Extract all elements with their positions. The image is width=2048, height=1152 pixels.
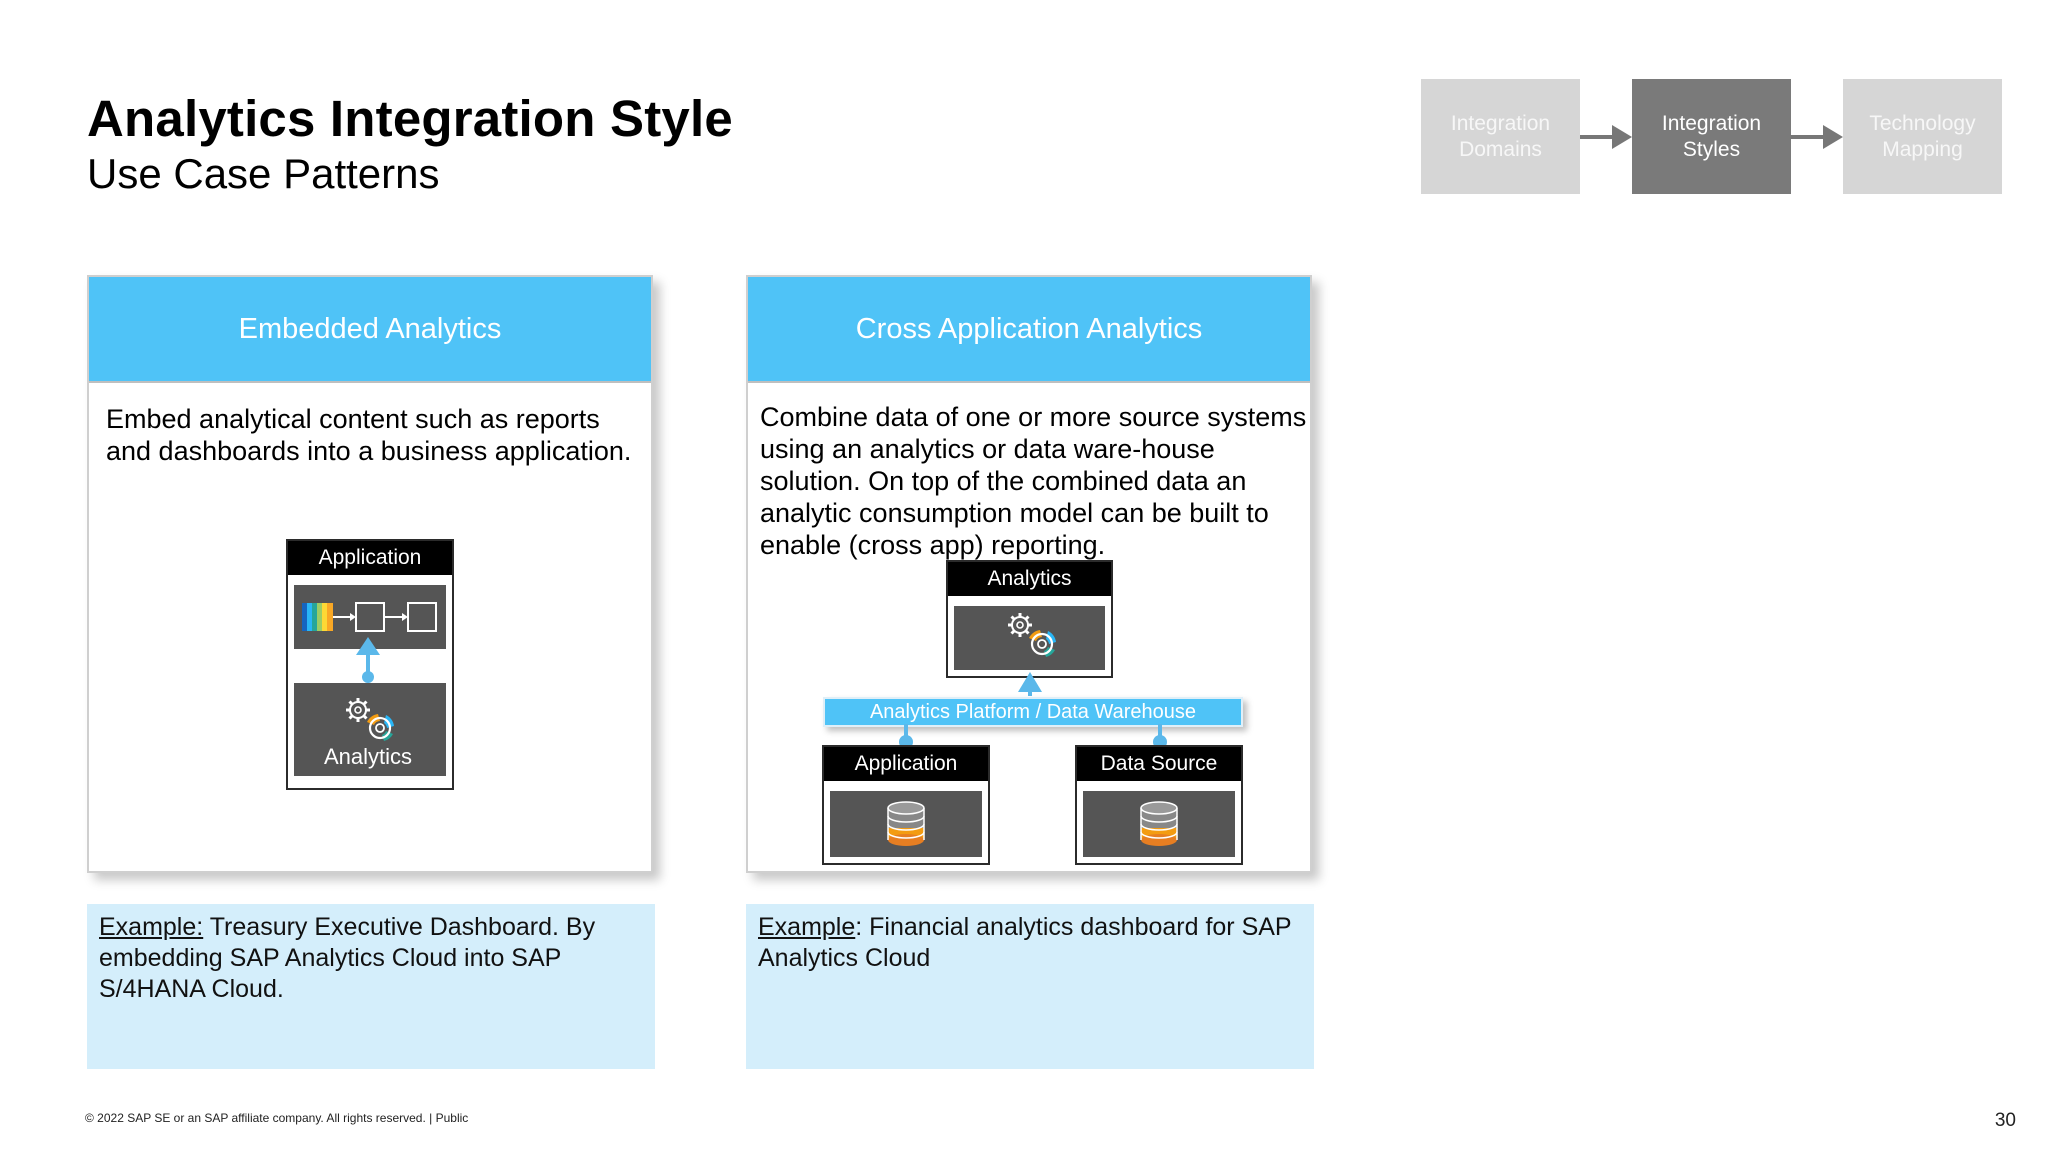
flow-arrow-icon	[1791, 131, 1843, 143]
page-subtitle: Use Case Patterns	[87, 150, 440, 197]
flow-step-integration-domains	[1421, 79, 1580, 194]
flow-step-label: Integration Domains	[1450, 111, 1551, 161]
application-panel	[830, 791, 982, 857]
example-label: Example	[758, 913, 856, 941]
gear-icon	[1004, 611, 1068, 667]
gear-icon	[342, 694, 406, 750]
page-title: Analytics Integration Style	[87, 90, 733, 147]
flow-arrow-icon	[1580, 131, 1632, 143]
flow-step-integration-styles	[1632, 79, 1791, 194]
flow-step-technology-mapping	[1843, 79, 2002, 194]
example-cross-application-analytics	[746, 904, 1314, 1069]
flow-step-label: Technology Mapping	[1869, 111, 1976, 161]
data-source-box	[1075, 745, 1243, 865]
example-text: Treasury Executive Dashboard. By embedding SAP Analytics Cloud into SAP S/4HANA Cloud.	[99, 913, 596, 1003]
example-label: Example:	[99, 913, 204, 941]
database-icon	[884, 800, 928, 848]
copyright-footer: © 2022 SAP SE or an SAP affiliate company. All rights reserved. | Public	[85, 1111, 469, 1125]
card-description: Combine data of one or more source systems using an analytics or data ware-house solution. On top of the combined data an analytic consumption model can be built to enable (cross app) reporting.	[760, 402, 1307, 560]
card-title: Embedded Analytics	[89, 277, 651, 383]
data-source-panel	[1083, 791, 1235, 857]
connector-arrow-icon	[1015, 672, 1045, 696]
card-description: Embed analytical content such as reports and dashboards into a business application.	[106, 404, 632, 466]
application-header: Application	[824, 747, 988, 781]
flow-step-label: Integration Styles	[1661, 111, 1762, 161]
analytics-header: Analytics	[948, 562, 1111, 596]
card-title: Cross Application Analytics	[748, 277, 1310, 383]
page-number: 30	[1994, 1110, 2016, 1131]
connector-arrow-icon	[353, 637, 383, 683]
example-text: : Financial analytics dashboard for SAP Analytics Cloud	[758, 913, 1292, 972]
example-embedded-analytics	[87, 904, 655, 1069]
application-header: Application	[288, 541, 452, 575]
analytics-platform-bar: Analytics Platform / Data Warehouse	[823, 697, 1243, 727]
data-source-header: Data Source	[1077, 747, 1241, 781]
analytics-label: Analytics	[323, 744, 413, 769]
application-box	[822, 745, 990, 865]
database-icon	[1137, 800, 1181, 848]
